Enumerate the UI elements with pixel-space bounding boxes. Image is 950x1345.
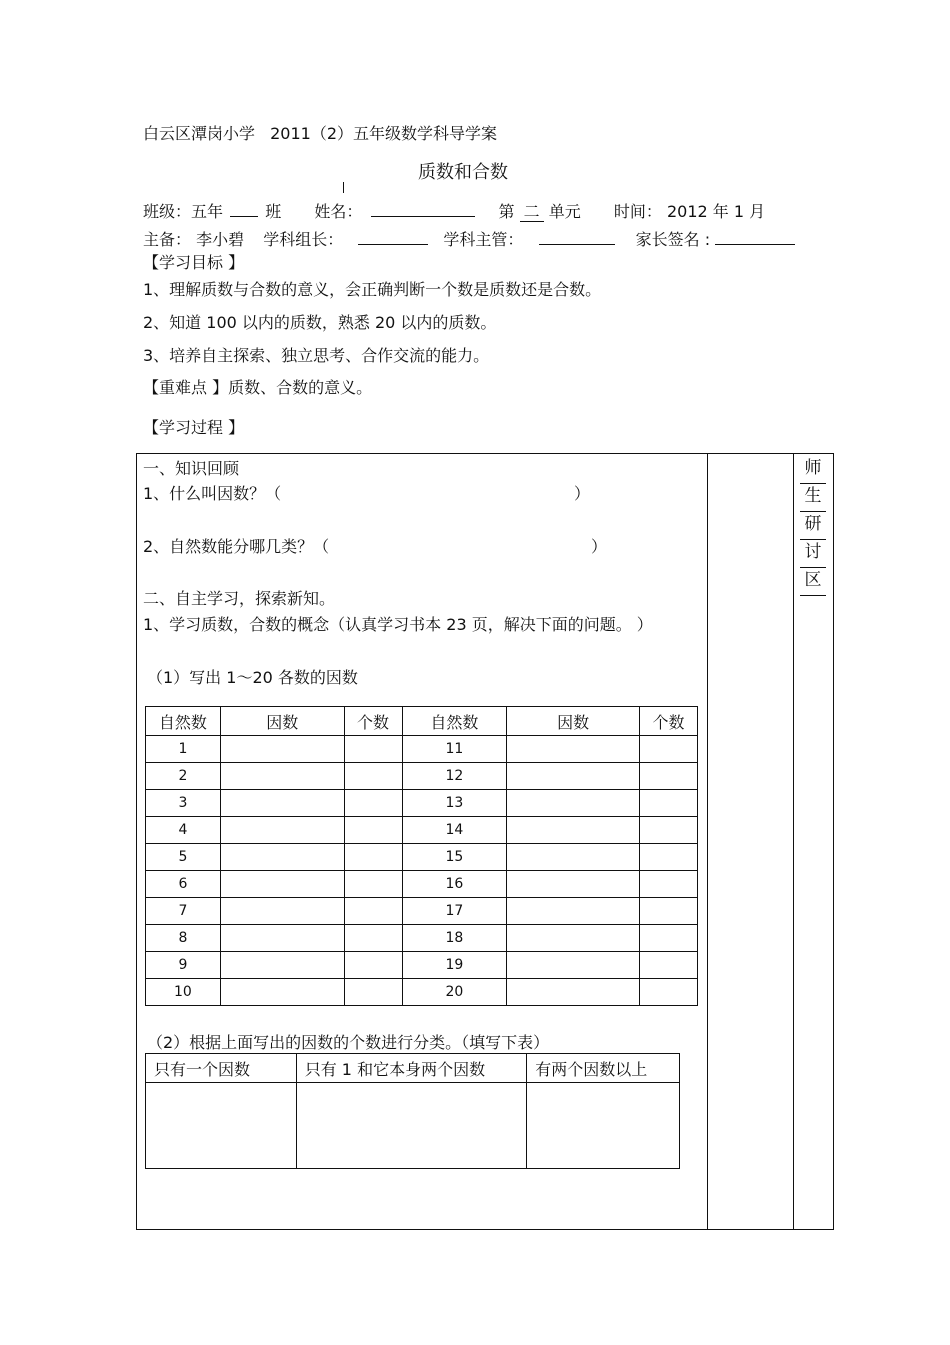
- table-row: [146, 979, 698, 1006]
- number-cell: 1: [146, 736, 221, 763]
- count-cell[interactable]: [344, 952, 402, 979]
- class-blank[interactable]: [230, 202, 258, 217]
- factors-cell[interactable]: [507, 898, 640, 925]
- factors-cell[interactable]: [220, 952, 344, 979]
- factors-cell[interactable]: [507, 736, 640, 763]
- time-label: 时间：: [613, 202, 662, 221]
- count-cell[interactable]: [640, 736, 698, 763]
- frame-divider-1: [707, 453, 708, 1230]
- count-cell[interactable]: [640, 952, 698, 979]
- number-cell: 15: [402, 844, 507, 871]
- col-header-count: 个数: [344, 707, 402, 736]
- factors-cell[interactable]: [220, 790, 344, 817]
- sidebar-char: 师: [800, 456, 826, 484]
- count-cell[interactable]: [344, 844, 402, 871]
- count-cell[interactable]: [640, 817, 698, 844]
- number-cell: 8: [146, 925, 221, 952]
- number-cell: 7: [146, 898, 221, 925]
- author-name: 李小碧: [196, 230, 245, 249]
- number-cell: 3: [146, 790, 221, 817]
- count-cell[interactable]: [640, 871, 698, 898]
- number-cell: 14: [402, 817, 507, 844]
- factors-cell[interactable]: [220, 979, 344, 1006]
- factor-table: [145, 706, 698, 1006]
- text-cursor-mark: [343, 182, 344, 193]
- class-label: 班级：五年: [143, 202, 224, 221]
- factors-cell[interactable]: [507, 844, 640, 871]
- classify-header-more-factors: 有两个因数以上: [527, 1054, 680, 1083]
- group-leader-blank[interactable]: [358, 230, 428, 245]
- number-cell: 6: [146, 871, 221, 898]
- col-header-number: 自然数: [402, 707, 507, 736]
- count-cell[interactable]: [344, 925, 402, 952]
- number-cell: 10: [146, 979, 221, 1006]
- factors-cell[interactable]: [507, 790, 640, 817]
- sidebar-char: 生: [800, 484, 826, 512]
- table-row: [146, 736, 698, 763]
- factors-cell[interactable]: [507, 817, 640, 844]
- factors-cell[interactable]: [507, 925, 640, 952]
- number-cell: 18: [402, 925, 507, 952]
- count-cell[interactable]: [344, 898, 402, 925]
- review-q1: 1、什么叫因数？（: [143, 484, 282, 503]
- class-suffix: 班: [265, 202, 282, 221]
- sidebar-char: 讨: [800, 540, 826, 568]
- author-label: 主备：: [143, 230, 192, 249]
- review-q1-close: ）: [574, 484, 591, 503]
- count-cell[interactable]: [640, 979, 698, 1006]
- group-leader-label: 学科组长：: [263, 230, 344, 249]
- factors-cell[interactable]: [507, 952, 640, 979]
- number-cell: 16: [402, 871, 507, 898]
- number-cell: 2: [146, 763, 221, 790]
- col-header-count: 个数: [640, 707, 698, 736]
- factors-cell[interactable]: [220, 763, 344, 790]
- number-cell: 17: [402, 898, 507, 925]
- table-row: [146, 790, 698, 817]
- table-row: [146, 952, 698, 979]
- frame-divider-2: [793, 453, 794, 1230]
- count-cell[interactable]: [344, 817, 402, 844]
- factors-cell[interactable]: [220, 898, 344, 925]
- count-cell[interactable]: [344, 790, 402, 817]
- classify-cell-more-factors[interactable]: [527, 1083, 680, 1169]
- term-label: 2011（2）五年级数学科导学案: [270, 124, 498, 143]
- count-cell[interactable]: [344, 979, 402, 1006]
- classify-cell-two-factors[interactable]: [296, 1083, 527, 1169]
- col-header-factors: 因数: [220, 707, 344, 736]
- number-cell: 9: [146, 952, 221, 979]
- number-cell: 4: [146, 817, 221, 844]
- self-study-item-1: 1、学习质数，合数的概念（认真学习书本 23 页，解决下面的问题。 ）: [143, 615, 653, 634]
- count-cell[interactable]: [640, 925, 698, 952]
- classify-header-one-factor: 只有一个因数: [146, 1054, 297, 1083]
- goals-heading: 【学习目标 】: [143, 253, 245, 272]
- factors-cell[interactable]: [220, 925, 344, 952]
- parent-sign-blank[interactable]: [715, 230, 795, 245]
- page-title: 质数和合数: [418, 162, 508, 183]
- school-name: 白云区潭岗小学: [143, 124, 256, 143]
- col-header-number: 自然数: [146, 707, 221, 736]
- number-cell: 12: [402, 763, 507, 790]
- number-cell: 13: [402, 790, 507, 817]
- count-cell[interactable]: [344, 736, 402, 763]
- unit-suffix: 单元: [548, 202, 581, 221]
- review-q2-close: ）: [591, 537, 608, 556]
- classify-table: [145, 1053, 680, 1169]
- table-row: [146, 817, 698, 844]
- self-study-heading: 二、自主学习，探索新知。: [143, 589, 336, 608]
- goal-item-2: 2、知道 100 以内的质数，熟悉 20 以内的质数。: [143, 313, 497, 332]
- sidebar-char: 区: [800, 568, 826, 596]
- unit-prefix: 第: [498, 202, 515, 221]
- count-cell[interactable]: [344, 871, 402, 898]
- school-header: [143, 121, 497, 144]
- process-heading: 【学习过程 】: [143, 418, 245, 437]
- number-cell: 19: [402, 952, 507, 979]
- time-value: 2012 年 1 月: [666, 202, 766, 221]
- key-points: 【重难点 】质数、合数的意义。: [143, 378, 373, 397]
- factors-cell[interactable]: [507, 763, 640, 790]
- col-header-factors: 因数: [507, 707, 640, 736]
- name-label: 姓名：: [314, 202, 363, 221]
- supervisor-label: 学科主管：: [443, 230, 524, 249]
- count-cell[interactable]: [640, 763, 698, 790]
- factors-cell[interactable]: [220, 844, 344, 871]
- classify-header-two-factors: 只有 1 和它本身两个因数: [296, 1054, 527, 1083]
- count-cell[interactable]: [640, 844, 698, 871]
- info-line-2: [143, 227, 795, 250]
- name-blank[interactable]: [371, 202, 475, 217]
- unit-value: 二: [520, 202, 544, 222]
- table-row: [146, 871, 698, 898]
- count-cell[interactable]: [640, 898, 698, 925]
- number-cell: 5: [146, 844, 221, 871]
- discussion-sidebar: [800, 456, 826, 596]
- goal-item-1: 1、理解质数与合数的意义，会正确判断一个数是质数还是合数。: [143, 280, 602, 299]
- factors-cell[interactable]: [220, 871, 344, 898]
- table-row: [146, 844, 698, 871]
- table-row: [146, 925, 698, 952]
- supervisor-blank[interactable]: [539, 230, 615, 245]
- sidebar-char: 研: [800, 512, 826, 540]
- factors-cell[interactable]: [220, 817, 344, 844]
- sub-question-1: （1）写出 1～20 各数的因数: [147, 668, 358, 687]
- factors-cell[interactable]: [507, 871, 640, 898]
- table-row: [146, 898, 698, 925]
- number-cell: 11: [402, 736, 507, 763]
- table-row: [146, 763, 698, 790]
- factors-cell[interactable]: [220, 736, 344, 763]
- parent-sign-label: 家长签名 :: [635, 230, 711, 249]
- review-q2: 2、自然数能分哪几类？（: [143, 537, 330, 556]
- factors-cell[interactable]: [507, 979, 640, 1006]
- goal-item-3: 3、培养自主探索、独立思考、合作交流的能力。: [143, 346, 490, 365]
- count-cell[interactable]: [344, 763, 402, 790]
- info-line-1: [143, 199, 765, 222]
- classify-cell-one-factor[interactable]: [146, 1083, 297, 1169]
- number-cell: 20: [402, 979, 507, 1006]
- review-heading: 一、知识回顾: [143, 459, 240, 478]
- sub-question-2: （2）根据上面写出的因数的个数进行分类。（填写下表）: [147, 1033, 550, 1052]
- count-cell[interactable]: [640, 790, 698, 817]
